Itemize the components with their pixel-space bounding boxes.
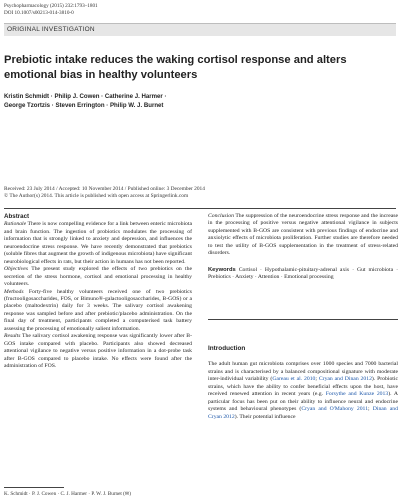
abstract-methods (4, 289, 192, 334)
abstract-objectives (4, 266, 192, 288)
copyright-line: © The Author(s) 2014. This article is published with open access at Springerlink.com (4, 193, 189, 199)
intro-text-e: ; (368, 406, 373, 413)
conclusion-label: Conclusion (208, 213, 234, 219)
introduction-text (208, 361, 398, 421)
keywords-label: Keywords (208, 266, 236, 273)
intro-text-b: ; (315, 376, 319, 383)
keywords (208, 267, 398, 282)
authors-line-2: George Tzortzis · Steven Errington · Philip W. J. Burnet (4, 102, 164, 109)
introduction-heading: Introduction (208, 345, 246, 352)
journal-doi: DOI 10.1007/s00213-014-3810-0 (4, 10, 74, 16)
publication-dates (4, 186, 396, 200)
abstract-heading: Abstract (4, 213, 30, 220)
abstract-rationale (4, 221, 192, 266)
intro-text-d: ). A particular focus has been put on their ability to influence neural and endocrine systems and behavioural phenotypes ( (208, 391, 399, 413)
abstract-conclusion (208, 213, 398, 258)
results-text: The salivary cortisol awakening response was significantly lower after B-GOS intake compared with placebo. Participants also showed decreased attentional vigilance to negative versus positive information in a dot-probe task after B-GOS compared to placebo intake. No effects were found after the administration of FOS. (4, 333, 192, 370)
journal-header (4, 3, 98, 17)
methods-label: Methods (4, 288, 24, 295)
footnote-rule (4, 487, 64, 488)
introduction-section (208, 345, 398, 421)
conclusion-text: The suppression of the neuroendocrine stress response and the increase in the processing of positive versus negative attentional vigilance in subjects supplemented with B-GOS are consistent with previous findings of endocrine and anxiolytic effects of microbiota proliferation. Further studies are therefore needed to test the utility of B-GOS supplementation in the treatment of stress-related disorders. (208, 213, 398, 257)
objectives-label: Objectives (4, 266, 29, 273)
author-footnote: K. Schmidt · P. J. Cowen · C. J. Harmer · P. W. J. Burnet (✉) (4, 491, 131, 497)
intro-text-c: ). Probiotic strains, which have the ability to confer beneficial effects upon the host, have received renewed attention in recent years (e.g. (208, 376, 398, 398)
right-column (208, 213, 398, 282)
citation-link-forsythe[interactable]: Forsythe and Kunze 2013 (325, 391, 389, 398)
abstract-results (4, 333, 192, 370)
dates-line: Received: 23 July 2014 / Accepted: 10 November 2014 / Published online: 3 December 2014 (4, 186, 205, 192)
methods-text: Forty-five healthy volunteers received one of two prebiotics (fructooligosaccharides, FOS, or Bimuno®-galactooligosaccharides, B-GOS) or a placebo (maltodextrin) daily for 3 weeks. The salivary cortisol awakening response was sampled before and after prebiotic/placebo administration. On the final day of treatment, participants completed a computerised task battery assessing the processing of emotionally salient information. (4, 288, 192, 332)
citation-link-cryan-dinan[interactable]: Cryan and Dinan 2012 (318, 376, 372, 383)
results-label: Results (4, 333, 21, 340)
article-type-banner (4, 23, 396, 36)
citation-link-gareau[interactable]: Gareau et al. 2010 (272, 376, 316, 383)
objectives-text: The present study explored the effects of two prebiotics on the secretion of the stress hormone, cortisol and emotional processing in healthy volunteers. (4, 266, 192, 288)
journal-citation: Psychopharmacology (2015) 232:1793–1801 (4, 3, 98, 9)
keywords-text: Cortisol · Hypothalamic-pituitary-adrenal axis · Gut microbiota · Prebiotics · Anxiety · Attention · Emotional processing (208, 266, 399, 281)
intro-text-f: ). Their potential influence (234, 413, 296, 420)
article-type-label: ORIGINAL INVESTIGATION (7, 26, 95, 33)
abstract-column (4, 213, 192, 371)
rationale-text: There is now compelling evidence for a link between enteric microbiota and brain function. The ingestion of probiotics modulates the processing of information that is strongly linked to anxiety and depression, and influences the neuroendocrine stress response. We have recently demonstrated that prebiotics (soluble fibres that augment the growth of indigenous microbiota) have significant neurobiological effects in rats, but their action in humans has not been reported. (4, 221, 192, 265)
section-divider (208, 319, 398, 320)
citation-link-cryan-omahony[interactable]: Cryan and O'Mahony 2011 (301, 406, 369, 413)
divider (4, 208, 396, 209)
article-title: Prebiotic intake reduces the waking cortisol response and alters emotional bias in healthy volunteers (4, 54, 347, 81)
citation-link-dinan-cryan[interactable]: Dinan and Cryan 2012 (208, 406, 398, 420)
intro-text-a: The adult human gut microbiota comprises over 1000 species and 7000 bacterial strains and is characterised by a balanced compositional signature with moderate inter-individual variability ( (208, 361, 398, 383)
rationale-label: Rationale (4, 221, 27, 228)
authors-line-1: Kristin Schmidt · Philip J. Cowen · Catherine J. Harmer · (4, 93, 167, 100)
author-list (4, 92, 384, 110)
